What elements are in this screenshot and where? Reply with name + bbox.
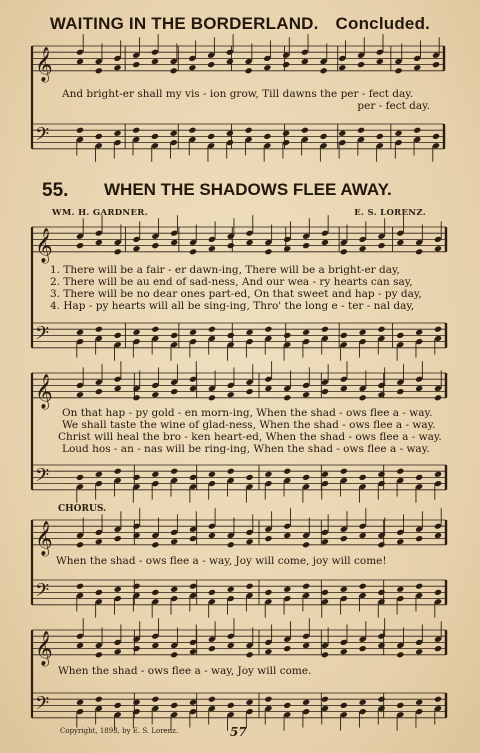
note-head	[340, 535, 348, 542]
note-head	[415, 248, 423, 255]
note-head	[189, 329, 197, 336]
note-head	[113, 64, 121, 71]
note-head	[208, 645, 216, 652]
note-head	[76, 474, 84, 481]
note-head	[132, 583, 140, 590]
verse-4-line-b: Loud hos - an - nas will be ring-ing, When the shad - ows flee a - way.	[62, 443, 430, 455]
note-head	[114, 468, 122, 475]
note-head	[264, 248, 272, 255]
bass-clef: 𝄢	[35, 693, 50, 719]
verse-2-line-b: We shall taste the wine of glad-ness, When the shad - ows flee a - way.	[62, 419, 436, 431]
note-head	[246, 329, 254, 336]
note-head	[151, 589, 159, 596]
note-head	[264, 535, 272, 542]
note-head	[246, 388, 254, 395]
note-head	[151, 133, 159, 140]
note-head	[415, 648, 423, 655]
note-head	[132, 645, 140, 652]
verse-2-line-a: 2. There will be au end of sad-ness, And our wea - ry hearts can say,	[50, 276, 413, 288]
note-head	[283, 645, 291, 652]
note-head	[302, 391, 310, 398]
note-head	[282, 61, 290, 68]
note-head	[132, 699, 140, 706]
note-head	[434, 532, 442, 539]
note-head	[95, 696, 103, 703]
note-head	[189, 248, 197, 255]
note-head	[207, 133, 215, 140]
note-head	[415, 329, 423, 336]
note-head	[338, 64, 346, 71]
note-head	[170, 651, 178, 658]
note-head	[208, 589, 216, 596]
note-head	[434, 471, 442, 478]
note-head	[132, 394, 140, 401]
note-head	[189, 583, 197, 590]
note-head	[76, 541, 84, 548]
previous-hymn-lyric-ending: per - fect day.	[357, 100, 430, 112]
note-head	[227, 702, 235, 709]
note-head	[132, 245, 140, 252]
composer-credit: E. S. LORENZ.	[354, 208, 426, 218]
note-head	[76, 583, 84, 590]
note-head	[432, 133, 440, 140]
note-head	[359, 394, 367, 401]
verse-4-line-a: 4. Hap - py hearts will all be sing-ing, Thro' the long e - ter - nal day,	[50, 300, 415, 312]
note-head	[132, 329, 140, 336]
note-head	[359, 245, 367, 252]
note-head	[321, 696, 329, 703]
note-head	[359, 532, 367, 539]
note-head	[76, 391, 84, 398]
note-head	[301, 58, 309, 65]
note-head	[151, 642, 159, 649]
note-head	[151, 471, 159, 478]
note-head	[208, 326, 216, 333]
note-head	[132, 127, 140, 134]
note-head	[227, 586, 235, 593]
note-head	[434, 589, 442, 596]
note-head	[170, 586, 178, 593]
bass-clef: 𝄢	[35, 323, 50, 349]
note-head	[246, 651, 254, 658]
note-head	[151, 391, 159, 398]
note-head	[396, 586, 404, 593]
note-head	[208, 245, 216, 252]
note-head	[359, 329, 367, 336]
note-head	[208, 394, 216, 401]
note-head	[302, 642, 310, 649]
note-head	[283, 245, 291, 252]
note-head	[95, 538, 103, 545]
note-head	[376, 133, 384, 140]
treble-clef: 𝄞	[35, 46, 53, 82]
treble-clef: 𝄞	[35, 630, 53, 666]
note-head	[377, 642, 385, 649]
note-head	[396, 651, 404, 658]
note-head	[434, 245, 442, 252]
note-head	[188, 127, 196, 134]
note-head	[246, 474, 254, 481]
note-head	[340, 586, 348, 593]
note-head	[340, 468, 348, 475]
note-head	[264, 385, 272, 392]
note-head	[302, 699, 310, 706]
note-head	[95, 388, 103, 395]
note-head	[340, 385, 348, 392]
verse-3-line-a: 3. There will be no dear ones part-ed, On that sweet and hap - py day,	[50, 288, 422, 300]
note-head	[227, 242, 235, 249]
note-head	[301, 127, 309, 134]
note-head	[95, 326, 103, 333]
note-head	[227, 391, 235, 398]
note-head	[263, 133, 271, 140]
note-head	[95, 471, 103, 478]
note-head	[434, 394, 442, 401]
note-head	[170, 67, 178, 74]
note-head	[302, 474, 310, 481]
page-number: 57	[230, 725, 247, 739]
note-head	[114, 332, 122, 339]
note-head	[226, 58, 234, 65]
note-head	[396, 239, 404, 246]
note-head	[413, 127, 421, 134]
note-head	[340, 702, 348, 709]
note-head	[227, 332, 235, 339]
note-head	[396, 468, 404, 475]
note-head	[132, 532, 140, 539]
note-head	[226, 130, 234, 137]
note-head	[321, 538, 329, 545]
note-head	[283, 394, 291, 401]
bass-clef: 𝄢	[35, 580, 50, 606]
note-head	[227, 468, 235, 475]
previous-hymn-status: Concluded.	[335, 14, 431, 33]
note-head	[170, 332, 178, 339]
note-head	[377, 541, 385, 548]
note-head	[415, 474, 423, 481]
note-head	[246, 583, 254, 590]
note-head	[76, 329, 84, 336]
note-head	[151, 326, 159, 333]
note-head	[95, 133, 103, 140]
note-head	[376, 58, 384, 65]
note-head	[207, 61, 215, 68]
verse-1-line-a: 1. There will be a fair - er dawn-ing, There will be a bright-er day,	[50, 264, 400, 276]
previous-hymn-title: WAITING IN THE BORDERLAND.	[49, 14, 319, 33]
note-head	[321, 388, 329, 395]
note-head	[432, 61, 440, 68]
note-head	[394, 130, 402, 137]
note-head	[434, 645, 442, 652]
note-head	[151, 242, 159, 249]
note-head	[396, 702, 404, 709]
note-head	[377, 326, 385, 333]
note-head	[415, 583, 423, 590]
note-head	[189, 699, 197, 706]
note-head	[359, 474, 367, 481]
note-head	[377, 391, 385, 398]
note-head	[283, 702, 291, 709]
note-head	[321, 651, 329, 658]
note-head	[377, 242, 385, 249]
note-head	[151, 541, 159, 548]
note-head	[302, 583, 310, 590]
treble-clef: 𝄞	[35, 373, 53, 409]
note-head	[170, 130, 178, 137]
note-head	[264, 696, 272, 703]
note-head	[227, 541, 235, 548]
note-head	[413, 64, 421, 71]
note-head	[283, 468, 291, 475]
note-head	[340, 248, 348, 255]
note-head	[321, 471, 329, 478]
note-head	[170, 468, 178, 475]
note-head	[95, 651, 103, 658]
note-head	[359, 583, 367, 590]
note-head	[170, 239, 178, 246]
note-head	[357, 61, 365, 68]
note-head	[76, 699, 84, 706]
bass-clef: 𝄢	[35, 465, 50, 491]
note-head	[396, 388, 404, 395]
note-head	[377, 696, 385, 703]
note-head	[394, 67, 402, 74]
note-head	[246, 538, 254, 545]
note-head	[189, 474, 197, 481]
note-head	[188, 64, 196, 71]
chorus-label: CHORUS.	[58, 504, 107, 514]
note-head	[189, 385, 197, 392]
note-head	[170, 702, 178, 709]
hymn-number: 55.	[42, 180, 69, 201]
note-head	[264, 471, 272, 478]
note-head	[340, 332, 348, 339]
note-head	[132, 61, 140, 68]
note-head	[415, 385, 423, 392]
note-head	[76, 242, 84, 249]
note-head	[321, 239, 329, 246]
hymn-title: WHEN THE SHADOWS FLEE AWAY.	[104, 180, 392, 199]
note-head	[282, 130, 290, 137]
note-head	[302, 242, 310, 249]
note-head	[396, 538, 404, 545]
note-head	[170, 388, 178, 395]
note-head	[434, 696, 442, 703]
note-head	[283, 332, 291, 339]
note-head	[321, 589, 329, 596]
note-head	[377, 471, 385, 478]
note-head	[246, 699, 254, 706]
note-head	[151, 58, 159, 65]
note-head	[321, 326, 329, 333]
note-head	[264, 648, 272, 655]
note-head	[208, 532, 216, 539]
note-head	[283, 586, 291, 593]
note-head	[302, 541, 310, 548]
note-head	[415, 535, 423, 542]
verse-3-line-b: Christ will heal the bro - ken heart-ed, When the shad - ows flee a - way.	[58, 431, 442, 443]
note-head	[357, 127, 365, 134]
chorus-lyric-line-1: When the shad - ows flee a - way, Joy will come, joy will come!	[56, 555, 387, 567]
note-head	[208, 471, 216, 478]
note-head	[95, 67, 103, 74]
note-head	[377, 589, 385, 596]
note-head	[227, 642, 235, 649]
note-head	[338, 130, 346, 137]
note-head	[170, 538, 178, 545]
previous-hymn-lyric-line: And bright-er shall my vis - ion grow, Till dawns the per - fect day.	[62, 88, 414, 100]
note-head	[189, 535, 197, 542]
note-head	[415, 699, 423, 706]
note-head	[283, 532, 291, 539]
note-head	[189, 648, 197, 655]
copyright-notice: Copyright, 1893, by E. S. Lorenz.	[60, 727, 179, 735]
lyricist-credit: WM. H. GARDNER.	[52, 208, 148, 218]
note-head	[114, 648, 122, 655]
note-head	[151, 696, 159, 703]
note-head	[396, 332, 404, 339]
bass-clef: 𝄢	[35, 124, 50, 150]
treble-clef: 𝄞	[35, 520, 53, 556]
chorus-lyric-line-2: When the shad - ows flee a - way, Joy will come.	[58, 665, 312, 677]
note-head	[264, 326, 272, 333]
note-head	[264, 589, 272, 596]
note-head	[434, 326, 442, 333]
note-head	[208, 696, 216, 703]
note-head	[114, 535, 122, 542]
note-head	[95, 589, 103, 596]
note-head	[320, 133, 328, 140]
note-head	[359, 645, 367, 652]
note-head	[114, 702, 122, 709]
note-head	[340, 648, 348, 655]
note-head	[113, 130, 121, 137]
note-head	[114, 586, 122, 593]
note-head	[76, 58, 84, 65]
note-head	[95, 239, 103, 246]
note-head	[114, 248, 122, 255]
verse-1-line-b: On that hap - py gold - en morn-ing, When the shad - ows flee a - way.	[62, 407, 433, 419]
note-head	[132, 474, 140, 481]
note-head	[246, 239, 254, 246]
note-head	[263, 64, 271, 71]
note-head	[76, 127, 84, 134]
note-head	[76, 642, 84, 649]
note-head	[359, 699, 367, 706]
treble-clef: 𝄞	[35, 227, 53, 263]
note-head	[302, 329, 310, 336]
note-head	[320, 67, 328, 74]
note-head	[245, 67, 253, 74]
note-head	[114, 385, 122, 392]
note-head	[245, 127, 253, 134]
